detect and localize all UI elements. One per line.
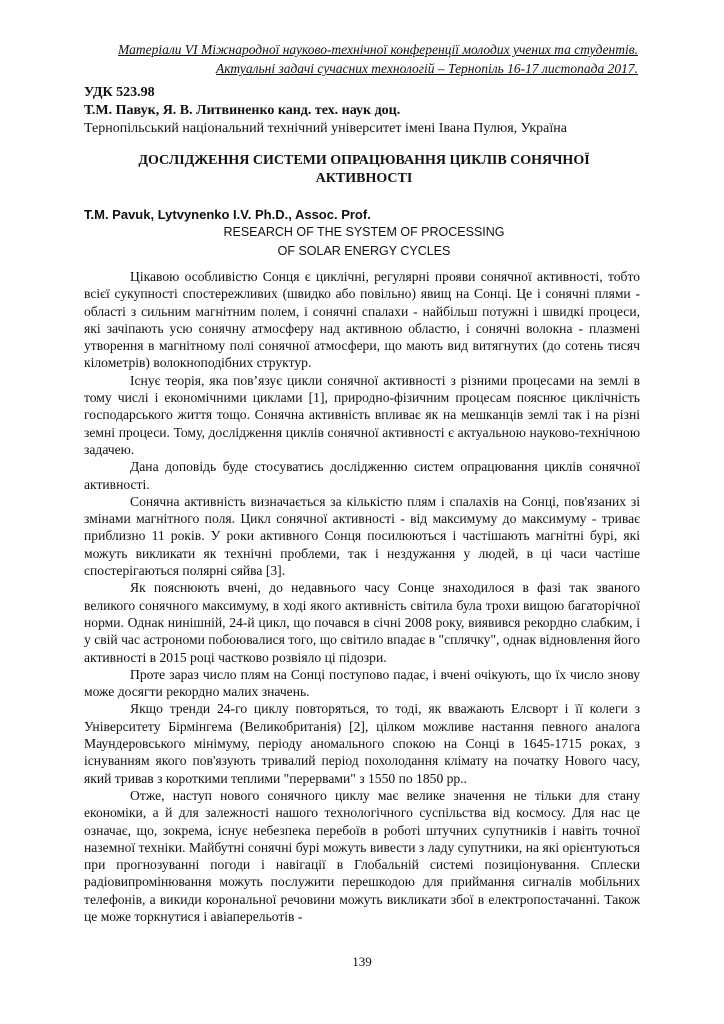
page-number: 139 xyxy=(352,954,372,969)
title-ua-line-2: АКТИВНОСТІ xyxy=(315,171,413,186)
title-ua-line-1: ДОСЛІДЖЕННЯ СИСТЕМИ ОПРАЦЮВАННЯ ЦИКЛІВ СОНЯЧНОЇ xyxy=(138,153,590,168)
paragraph: Цікавою особливістю Сонця є циклічні, регулярні прояви сонячної активності, тобто всієї сукупності спостережливих (швидко або повільно) явищ на Сонці. Це і сонячні плями - області з сильним магнітним полем, і сонячні спалахи - найбільш потужні і швидкі процеси, які зачіпають усю сонячну атмосферу над активною областю, і сонячні волокна - плазмені утворення в магнітному полі сонячної атмосфери, що мають вид витягнутих (до сотень тисяч кілометрів) волокноподібних структур. xyxy=(84,269,640,371)
paragraph: Як пояснюють вчені, до недавнього часу Сонце знаходилося в фазі так званого великого сонячного максимуму, в ході якого активність світила була трохи вищою багаторічної норми. Однак нинішній, 24-й цикл, що почався в січні 2008 року, виявився рекордно слабким, і у свій час астрономи побоювалися того, що світило впадає в "сплячку", однак відновлення його активності в 2015 році частково розвіяло ці підозри. xyxy=(84,580,640,665)
title-en-line-1: RESEARCH OF THE SYSTEM OF PROCESSING xyxy=(223,225,505,239)
paragraph: Існує теорія, яка пов’язує цикли сонячної активності з різними процесами на землі в тому числі і економічними циклами [1], природно-фізичним процесам пояснює циклічність господарського життя тощо. Сонячна активність впливає як на мешканців землі так і на різні земні процеси. Тому, дослідження циклів сонячної активності є актуальною науково-технічною задачею. xyxy=(84,372,640,457)
header-line-1: Матеріали VI Міжнародної науково-технічної конференції молодих учених та студентів. xyxy=(118,42,638,57)
udk-code: УДК 523.98 xyxy=(84,85,155,100)
title-english xyxy=(84,223,644,261)
paragraph: Дана доповідь буде стосуватись дослідженню систем опрацювання циклів сонячної активності. xyxy=(84,459,640,492)
authors-ua: Т.М. Павук, Я. В. Литвиненко канд. тех. наук доц. xyxy=(84,103,401,118)
affiliation: Тернопільський національний технічний університет імені Івана Пулюя, Україна xyxy=(84,121,567,136)
authors-english: T.M. Pavuk, Lytvynenko I.V. Ph.D., Assoc. Prof. xyxy=(84,207,371,222)
article-body xyxy=(84,268,640,925)
paragraph: Отже, наступ нового сонячного циклу має велике значення не тільки для стану економіки, а й для залежності нашого технологічного суспільства від космосу. Для нас це означає, що, зокрема, існує небезпека перебоїв в роботі штучних супутників і навіть точної наземної техніки. Майбутні сонячні бурі можуть вивести з ладу супутники, на які орієнтуються при прогнозуванні погоди і навігації в Глобальній системі позиціонування. Сплески радіовипромінювання можуть послужити перешкодою для приймання сигналів мобільних телефонів, а викиди корональної речовини можуть викликати збої в електропостачанні. Також це може торкнутися і авіаперельотів - xyxy=(84,787,640,924)
paragraph: Сонячна активність визначається за кількістю плям і спалахів на Сонці, пов'язаних зі змінами магнітного поля. Цикл сонячної активності - від максимуму до максимуму - триває приблизно 11 років. У роки активного Сонця посилюються і частішають магнітні бурі, які можуть викликати як технічні проблеми, так і нездужання у людей, в ці часи частіше спостерігаються полярні сяйва [3]. xyxy=(84,493,640,579)
article-meta xyxy=(84,84,644,138)
conference-header xyxy=(84,40,638,78)
paragraph: Проте зараз число плям на Сонці поступово падає, і вчені очікують, що їх число знову може досягти рекордно малих значень. xyxy=(84,666,640,700)
paragraph: Якщо тренди 24-го циклу повторяться, то тоді, як вважають Елсворт і її колеги з Університету Бірмінгема (Великобританія) [2], цілком можливе настання певного аналога Маундеровського мінімуму, періоду аномального спокою на Сонці в 1645-1715 роках, з існуванням якого пов'язують тривалий період похолодання клімату на початку Нового часу, який тривав з короткими теплими "перервами" з 1550 по 1850 рр.. xyxy=(84,701,640,786)
title-ukrainian xyxy=(84,152,644,188)
title-en-line-2: OF SOLAR ENERGY CYCLES xyxy=(277,244,451,258)
header-line-2: Актуальні задачі сучасних технологій – Тернопіль 16-17 листопада 2017. xyxy=(216,61,638,76)
